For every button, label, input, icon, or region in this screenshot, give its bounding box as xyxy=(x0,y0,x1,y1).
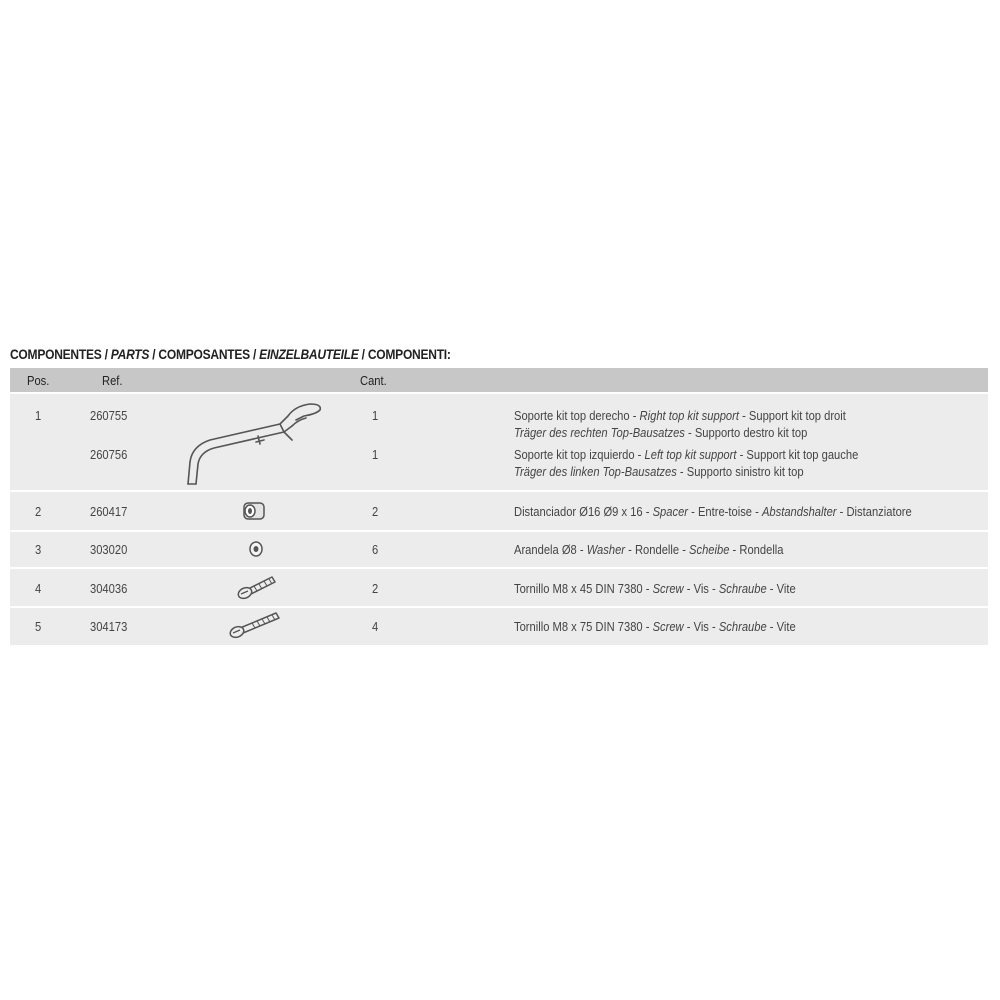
desc-text: - Distanziatore xyxy=(836,504,912,519)
table-header xyxy=(10,368,988,392)
desc-text: - Rondella xyxy=(729,542,784,557)
desc-text: Schraube xyxy=(718,581,767,596)
description-cell xyxy=(514,504,912,519)
desc-text: Spacer xyxy=(652,504,689,519)
description-cell xyxy=(514,619,796,634)
desc-text: Washer xyxy=(586,542,626,557)
qty-cell: 1 xyxy=(372,408,379,423)
desc-text: Tornillo M8 x 75 DIN 7380 - xyxy=(514,619,653,634)
description-cell xyxy=(514,581,796,596)
desc-text: Träger des linken Top-Bausatzes xyxy=(514,464,677,479)
table-row xyxy=(10,530,988,567)
desc-text: Scheibe xyxy=(689,542,730,557)
qty-cell: 2 xyxy=(372,581,379,596)
title-part: PARTS xyxy=(110,346,150,362)
desc-text: Soporte kit top derecho - xyxy=(514,408,640,423)
table-row xyxy=(10,392,988,490)
table-row xyxy=(10,606,988,645)
desc-text: - Vis - xyxy=(683,619,719,634)
desc-text: Arandela Ø8 - xyxy=(514,542,587,557)
desc-text: - Vite xyxy=(766,581,796,596)
pos-cell: 3 xyxy=(35,542,42,557)
desc-text: - Supporto sinistro kit top xyxy=(676,464,804,479)
desc-text: - Supporto destro kit top xyxy=(684,425,808,440)
qty-cell: 4 xyxy=(372,619,379,634)
desc-text: Soporte kit top izquierdo - xyxy=(514,447,645,462)
short-screw-icon xyxy=(234,574,280,602)
title-part: / COMPONENTI: xyxy=(358,346,451,362)
ref-cell: 304173 xyxy=(90,619,128,634)
desc-text: Screw xyxy=(652,619,684,634)
pos-cell: 5 xyxy=(35,619,42,634)
desc-text: Tornillo M8 x 45 DIN 7380 - xyxy=(514,581,653,596)
qty-cell: 6 xyxy=(372,542,379,557)
pos-cell: 1 xyxy=(35,408,42,423)
desc-text: Schraube xyxy=(718,619,767,634)
table-row xyxy=(10,567,988,606)
description-cell xyxy=(514,425,807,440)
desc-text: - Entre-toise - xyxy=(688,504,762,519)
qty-cell: 1 xyxy=(372,447,379,462)
long-screw-icon xyxy=(226,611,284,641)
description-cell xyxy=(514,408,846,423)
components-title xyxy=(10,346,853,362)
bracket-support-icon xyxy=(180,396,330,488)
table-row xyxy=(10,490,988,530)
header-pos: Pos. xyxy=(27,373,50,388)
desc-text: Träger des rechten Top-Bausatzes xyxy=(514,425,685,440)
description-cell xyxy=(514,464,804,479)
pos-cell: 2 xyxy=(35,504,42,519)
ref-cell: 260756 xyxy=(90,447,128,462)
desc-text: Screw xyxy=(652,581,684,596)
spacer-icon xyxy=(240,498,270,524)
pos-cell: 4 xyxy=(35,581,42,596)
desc-text: Right top kit support xyxy=(639,408,739,423)
desc-text: Abstandshalter xyxy=(761,504,837,519)
header-ref: Ref. xyxy=(102,373,123,388)
description-cell xyxy=(514,542,784,557)
title-part: EINZELBAUTEILE xyxy=(259,346,359,362)
qty-cell: 2 xyxy=(372,504,379,519)
ref-cell: 303020 xyxy=(90,542,128,557)
desc-text: - Vis - xyxy=(683,581,719,596)
desc-text: - Vite xyxy=(766,619,796,634)
desc-text: Distanciador Ø16 Ø9 x 16 - xyxy=(514,504,653,519)
washer-icon xyxy=(246,538,266,560)
ref-cell: 260755 xyxy=(90,408,128,423)
desc-text: - Support kit top droit xyxy=(738,408,846,423)
title-part: / COMPOSANTES / xyxy=(149,346,260,362)
desc-text: - Rondelle - xyxy=(625,542,690,557)
parts-table xyxy=(10,368,988,645)
header-qty: Cant. xyxy=(360,373,387,388)
description-cell xyxy=(514,447,858,462)
desc-text: - Support kit top gauche xyxy=(736,447,859,462)
desc-text: Left top kit support xyxy=(644,447,737,462)
ref-cell: 260417 xyxy=(90,504,128,519)
title-part: COMPONENTES / xyxy=(10,346,111,362)
ref-cell: 304036 xyxy=(90,581,128,596)
